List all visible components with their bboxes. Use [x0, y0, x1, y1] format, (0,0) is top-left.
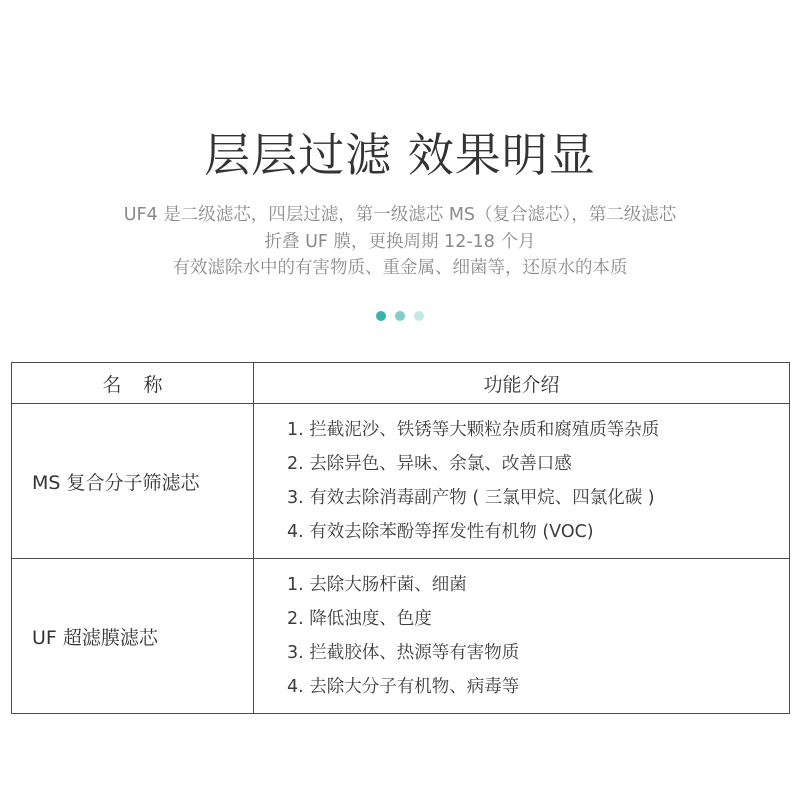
carousel-dot-1[interactable]: [376, 311, 386, 321]
function-item: 3. 拦截胶体、热源等有害物质: [287, 643, 520, 663]
carousel-dot-2[interactable]: [395, 311, 405, 321]
table-row: [12, 559, 790, 714]
filter-name-cell: UF 超滤膜滤芯: [12, 559, 254, 714]
function-item: 2. 降低浊度、色度: [287, 609, 432, 629]
table-header-row: [12, 363, 790, 404]
function-item: 1. 拦截泥沙、铁锈等大颗粒杂质和腐殖质等杂质: [287, 420, 660, 440]
page-title: 层层过滤 效果明显: [204, 128, 596, 182]
table-row: [12, 404, 790, 559]
function-item: 4. 去除大分子有机物、病毒等: [287, 677, 520, 697]
subtitle-line: UF4 是二级滤芯，四层过滤，第一级滤芯 MS（复合滤芯），第二级滤芯: [123, 205, 677, 225]
carousel-indicator: [0, 311, 800, 321]
function-item: 2. 去除异色、异味、余氯、改善口感: [287, 454, 572, 474]
function-item: 4. 有效去除苯酚等挥发性有机物 (VOC): [287, 522, 594, 542]
function-item: 1. 去除大肠杆菌、细菌: [287, 575, 467, 595]
carousel-dot-3[interactable]: [414, 311, 424, 321]
filter-name-cell: MS 复合分子筛滤芯: [12, 404, 254, 559]
column-header-name: 名称: [12, 363, 254, 404]
filter-spec-table: [11, 362, 790, 714]
function-cell: [254, 559, 790, 714]
function-item: 3. 有效去除消毒副产物 ( 三氯甲烷、四氯化碳 ): [287, 488, 655, 508]
column-header-function: 功能介绍: [254, 363, 790, 404]
subtitle-line: 折叠 UF 膜，更换周期 12-18 个月: [264, 231, 536, 252]
subtitle: [0, 202, 800, 282]
subtitle-line: 有效滤除水中的有害物质、重金属、细菌等，还原水的本质: [172, 258, 628, 278]
function-cell: [254, 404, 790, 559]
